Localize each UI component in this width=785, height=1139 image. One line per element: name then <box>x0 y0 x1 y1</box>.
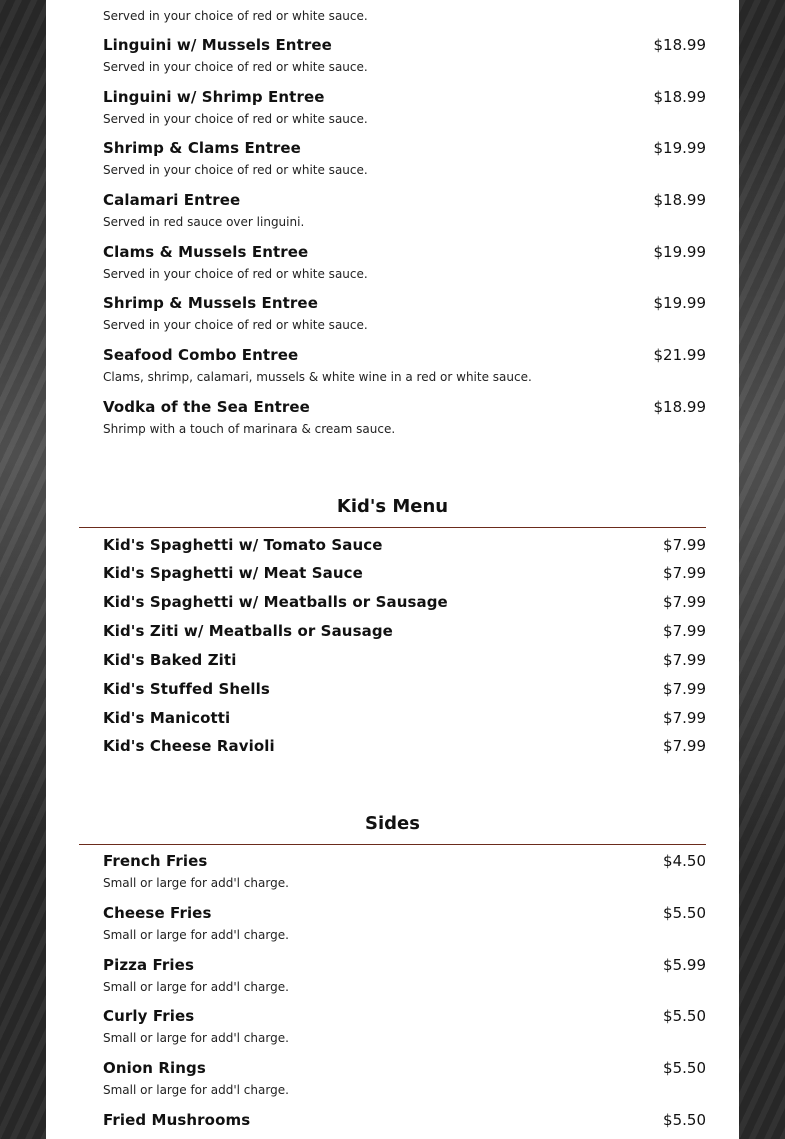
menu-item-desc: Served in red sauce over linguini. <box>103 215 305 229</box>
menu-item-desc: Small or large for add'l charge. <box>103 980 289 994</box>
menu-item-price: $5.99 <box>663 956 706 974</box>
menu-item-price: $7.99 <box>663 680 706 698</box>
section-divider <box>79 527 706 528</box>
menu-item-desc: Clams, shrimp, calamari, mussels & white wine in a red or white sauce. <box>103 370 532 384</box>
section-title-kids-menu: Kid's Menu <box>336 496 449 517</box>
menu-item-desc: Served in your choice of red or white sauce. <box>103 112 368 126</box>
menu-item-name: Cheese Fries <box>103 904 212 922</box>
menu-item-name: Kid's Spaghetti w/ Tomato Sauce <box>103 536 383 554</box>
menu-item-desc: Small or large for add'l charge. <box>103 1083 289 1097</box>
menu-item-price: $7.99 <box>663 593 706 611</box>
menu-item-name: Kid's Spaghetti w/ Meatballs or Sausage <box>103 593 448 611</box>
menu-item-price: $19.99 <box>653 294 706 312</box>
menu-item-name: Clams & Mussels Entree <box>103 243 309 261</box>
menu-item-desc: Served in your choice of red or white sauce. <box>103 318 368 332</box>
menu-item-name: Vodka of the Sea Entree <box>103 398 310 416</box>
menu-item-price: $5.50 <box>663 1111 706 1129</box>
menu-item-name: Kid's Spaghetti w/ Meat Sauce <box>103 564 363 582</box>
menu-item-price: $18.99 <box>653 36 706 54</box>
menu-page <box>46 0 739 1139</box>
menu-item-desc: Small or large for add'l charge. <box>103 928 289 942</box>
menu-item-desc: Served in your choice of red or white sauce. <box>103 9 368 23</box>
menu-item-price: $7.99 <box>663 622 706 640</box>
menu-item-name: Calamari Entree <box>103 191 241 209</box>
menu-item-desc: Small or large for add'l charge. <box>103 876 289 890</box>
menu-item-name: Fried Mushrooms <box>103 1111 251 1129</box>
menu-item-desc: Served in your choice of red or white sauce. <box>103 163 368 177</box>
menu-item-name: Pizza Fries <box>103 956 194 974</box>
menu-item-name: Linguini w/ Shrimp Entree <box>103 88 325 106</box>
menu-item-name: Shrimp & Clams Entree <box>103 139 301 157</box>
menu-item-name: Shrimp & Mussels Entree <box>103 294 318 312</box>
menu-item-price: $5.50 <box>663 904 706 922</box>
menu-item-name: French Fries <box>103 852 208 870</box>
menu-item-desc: Served in your choice of red or white sauce. <box>103 267 368 281</box>
menu-item-price: $18.99 <box>653 88 706 106</box>
menu-item-price: $7.99 <box>663 709 706 727</box>
menu-item-desc: Served in your choice of red or white sauce. <box>103 60 368 74</box>
section-divider <box>79 844 706 845</box>
menu-item-price: $21.99 <box>653 346 706 364</box>
menu-item-name: Kid's Cheese Ravioli <box>103 737 275 755</box>
menu-item-name: Onion Rings <box>103 1059 206 1077</box>
menu-item-price: $18.99 <box>653 398 706 416</box>
menu-item-price: $7.99 <box>663 737 706 755</box>
menu-item-name: Linguini w/ Mussels Entree <box>103 36 332 54</box>
menu-item-price: $7.99 <box>663 536 706 554</box>
menu-item-name: Kid's Ziti w/ Meatballs or Sausage <box>103 622 393 640</box>
menu-item-price: $19.99 <box>653 139 706 157</box>
menu-item-name: Kid's Stuffed Shells <box>103 680 270 698</box>
menu-item-name: Kid's Manicotti <box>103 709 231 727</box>
background-left <box>0 0 46 1139</box>
menu-item-name: Seafood Combo Entree <box>103 346 299 364</box>
menu-item-name: Kid's Baked Ziti <box>103 651 237 669</box>
menu-item-price: $4.50 <box>663 852 706 870</box>
menu-item-price: $5.50 <box>663 1007 706 1025</box>
menu-item-desc: Small or large for add'l charge. <box>103 1031 289 1045</box>
menu-item-price: $7.99 <box>663 651 706 669</box>
menu-item-price: $18.99 <box>653 191 706 209</box>
menu-item-name: Curly Fries <box>103 1007 195 1025</box>
section-title-sides: Sides <box>365 813 420 834</box>
menu-item-price: $19.99 <box>653 243 706 261</box>
menu-item-price: $7.99 <box>663 564 706 582</box>
menu-item-price: $5.50 <box>663 1059 706 1077</box>
background-right <box>739 0 785 1139</box>
menu-item-desc: Shrimp with a touch of marinara & cream sauce. <box>103 422 396 436</box>
